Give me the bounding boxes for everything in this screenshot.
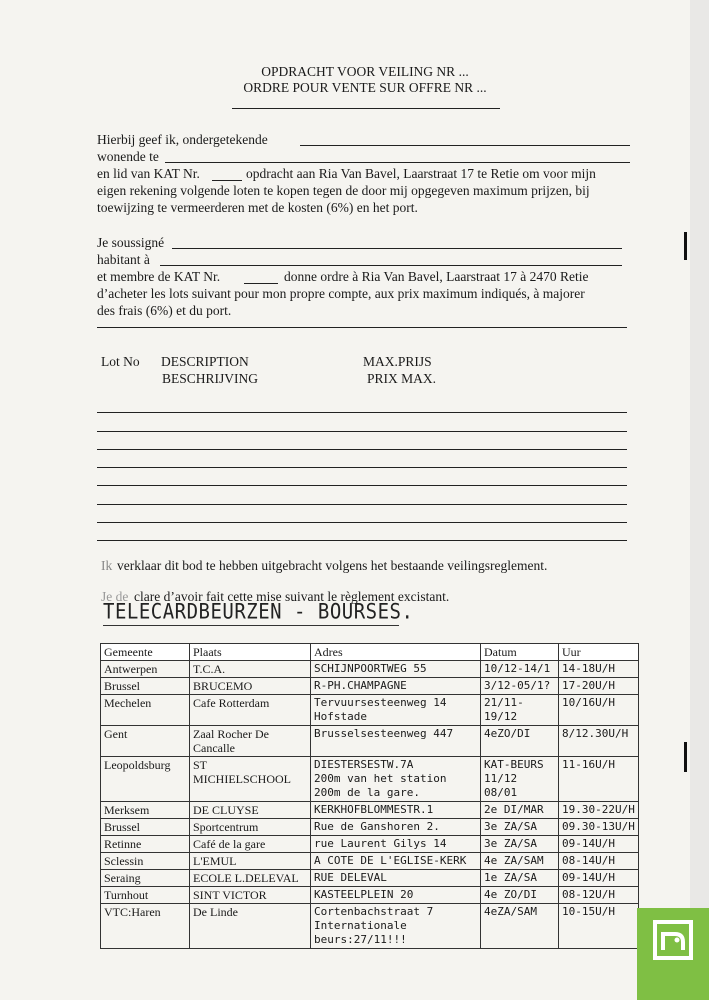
cell-datum: 4e ZO/DI	[481, 887, 559, 904]
declaration-fr-prefix: Je de	[101, 589, 129, 604]
page-edge	[690, 0, 709, 1000]
cell-gemeente: Retinne	[101, 836, 190, 853]
cell-uur: 09.30-13U/H	[559, 819, 639, 836]
cell-plaats: L'EMUL	[190, 853, 311, 870]
table-row	[101, 819, 639, 836]
lot-line-3[interactable]	[97, 449, 627, 450]
kat-number-field-fr[interactable]	[244, 283, 278, 284]
lot-line-6[interactable]	[97, 504, 627, 505]
banner-underline	[103, 625, 399, 626]
cell-uur: 08-14U/H	[559, 853, 639, 870]
table-row	[101, 870, 639, 887]
cell-datum: 4e ZA/SAM	[481, 853, 559, 870]
col-lot-no: Lot No	[101, 354, 140, 369]
cell-gemeente: Sclessin	[101, 853, 190, 870]
cell-uur: 10/16U/H	[559, 695, 639, 726]
french-line-2: habitant à	[97, 252, 150, 267]
address-field-line-fr[interactable]	[160, 265, 622, 266]
events-table	[100, 643, 639, 949]
header-uur: Uur	[559, 644, 639, 661]
cell-adres: SCHIJNPOORTWEG 55	[311, 661, 481, 678]
cell-uur: 09-14U/H	[559, 870, 639, 887]
dutch-line-3b: opdracht aan Ria Van Bavel, Laarstraat 17 te Retie om voor mijn	[246, 166, 596, 181]
header-gemeente: Gemeente	[101, 644, 190, 661]
col-max-prijs: MAX.PRIJS	[363, 354, 432, 369]
cell-uur: 19.30-22U/H	[559, 802, 639, 819]
declaration-fr: clare d’avoir fait cette mise suivant le règlement excistant.	[134, 589, 450, 604]
cell-adres: A COTE DE L'EGLISE-KERK	[311, 853, 481, 870]
kat-number-field-nl[interactable]	[212, 180, 242, 181]
cell-adres: rue Laurent Gilys 14	[311, 836, 481, 853]
cell-datum: 2e DI/MAR	[481, 802, 559, 819]
table-row	[101, 836, 639, 853]
dutch-line-5: toewijzing te vermeerderen met de kosten (6%) en het port.	[97, 200, 418, 215]
cell-datum: 4eZO/DI	[481, 726, 559, 757]
header-adres: Adres	[311, 644, 481, 661]
cell-gemeente: Mechelen	[101, 695, 190, 726]
french-line-4: d’acheter les lots suivant pour mon propre compte, aux prix maximum indiqués, à majorer	[97, 286, 585, 301]
header-plaats: Plaats	[190, 644, 311, 661]
cell-uur: 10-15U/H	[559, 904, 639, 949]
dutch-line-4: eigen rekening volgende loten te kopen tegen de door mij opgegeven maximum prijzen, bij	[97, 183, 590, 198]
lot-line-1[interactable]	[97, 412, 627, 413]
header-line-1: OPDRACHT VOOR VEILING NR ...	[261, 64, 469, 79]
telecard-banner: TELECARDBEURZEN - BOURSES.	[103, 599, 414, 625]
cell-gemeente: Brussel	[101, 819, 190, 836]
col-prix-max: PRIX MAX.	[367, 371, 437, 386]
declaration-nl-prefix: Ik	[101, 558, 113, 573]
cell-adres: Tervuursesteenweg 14 Hofstade	[311, 695, 481, 726]
margin-mark	[684, 742, 687, 772]
cell-adres: Brusselsesteenweg 447	[311, 726, 481, 757]
col-description: DESCRIPTION	[161, 354, 249, 369]
cell-uur: 17-20U/H	[559, 678, 639, 695]
name-field-line-fr[interactable]	[172, 248, 622, 249]
cell-plaats: Zaal Rocher De Cancalle	[190, 726, 311, 757]
table-row	[101, 726, 639, 757]
cell-gemeente: Turnhout	[101, 887, 190, 904]
french-line-3a: et membre de KAT Nr.	[97, 269, 221, 284]
cell-datum: 10/12-14/1	[481, 661, 559, 678]
cell-adres: RUE DELEVAL	[311, 870, 481, 887]
cell-uur: 08-12U/H	[559, 887, 639, 904]
french-line-3b: donne ordre à Ria Van Bavel, Laarstraat 17 à 2470 Retie	[284, 269, 589, 284]
lot-line-2[interactable]	[97, 431, 627, 432]
table-row	[101, 853, 639, 870]
lastdodo-bird-icon	[649, 916, 697, 964]
cell-plaats: BRUCEMO	[190, 678, 311, 695]
declaration-nl: verklaar dit bod te hebben uitgebracht volgens het bestaande veilingsreglement.	[117, 558, 548, 573]
cell-datum: 3/12-05/1?	[481, 678, 559, 695]
cell-datum: KAT-BEURS 11/12 08/01	[481, 757, 559, 802]
cell-datum: 3e ZA/SA	[481, 836, 559, 853]
header-line-2: ORDRE POUR VENTE SUR OFFRE NR ...	[243, 80, 487, 95]
dutch-line-2: wonende te	[97, 149, 159, 164]
cell-gemeente: Antwerpen	[101, 661, 190, 678]
header-datum: Datum	[481, 644, 559, 661]
cell-plaats: De Linde	[190, 904, 311, 949]
lot-line-7[interactable]	[97, 522, 627, 523]
cell-datum: 3e ZA/SA	[481, 819, 559, 836]
separator-line	[97, 327, 627, 328]
name-field-line-nl[interactable]	[300, 145, 630, 146]
cell-plaats: Café de la gare	[190, 836, 311, 853]
cell-plaats: DE CLUYSE	[190, 802, 311, 819]
table-row	[101, 802, 639, 819]
cell-adres: R-PH.CHAMPAGNE	[311, 678, 481, 695]
table-row	[101, 661, 639, 678]
events-table-body	[101, 661, 639, 949]
cell-uur: 14-18U/H	[559, 661, 639, 678]
table-row	[101, 887, 639, 904]
cell-gemeente: Gent	[101, 726, 190, 757]
table-row	[101, 695, 639, 726]
cell-datum: 1e ZA/SA	[481, 870, 559, 887]
address-field-line-nl[interactable]	[165, 162, 630, 163]
table-row	[101, 904, 639, 949]
col-beschrijving: BESCHRIJVING	[162, 371, 259, 386]
lot-line-4[interactable]	[97, 467, 627, 468]
cell-uur: 09-14U/H	[559, 836, 639, 853]
cell-adres: Cortenbachstraat 7 Internationale beurs:27/11!!!	[311, 904, 481, 949]
cell-plaats: ECOLE L.DELEVAL	[190, 870, 311, 887]
cell-gemeente: Brussel	[101, 678, 190, 695]
margin-mark	[684, 232, 687, 260]
cell-plaats: SINT VICTOR	[190, 887, 311, 904]
cell-adres: Rue de Ganshoren 2.	[311, 819, 481, 836]
cell-gemeente: VTC:Haren	[101, 904, 190, 949]
lastdodo-logo	[637, 908, 709, 1000]
cell-plaats: ST MICHIELSCHOOL	[190, 757, 311, 802]
dutch-line-1: Hierbij geef ik, ondergetekende	[97, 132, 268, 147]
table-row	[101, 757, 639, 802]
lot-line-5[interactable]	[97, 485, 627, 486]
cell-plaats: Cafe Rotterdam	[190, 695, 311, 726]
cell-plaats: Sportcentrum	[190, 819, 311, 836]
cell-datum: 4eZA/SAM	[481, 904, 559, 949]
table-header-row	[101, 644, 639, 661]
cell-gemeente: Leopoldsburg	[101, 757, 190, 802]
dutch-line-3a: en lid van KAT Nr.	[97, 166, 200, 181]
lot-line-8[interactable]	[97, 540, 627, 541]
cell-gemeente: Merksem	[101, 802, 190, 819]
cell-adres: KASTEELPLEIN 20	[311, 887, 481, 904]
cell-adres: DIESTERSESTW.7A 200m van het station 200m de la gare.	[311, 757, 481, 802]
cell-gemeente: Seraing	[101, 870, 190, 887]
cell-adres: KERKHOFBLOMMESTR.1	[311, 802, 481, 819]
table-row	[101, 678, 639, 695]
cell-plaats: T.C.A.	[190, 661, 311, 678]
header-underline	[232, 108, 500, 109]
cell-uur: 8/12.30U/H	[559, 726, 639, 757]
french-line-1: Je soussigné	[97, 235, 165, 250]
french-line-5: des frais (6%) et du port.	[97, 303, 232, 318]
cell-uur: 11-16U/H	[559, 757, 639, 802]
cell-datum: 21/11- 19/12	[481, 695, 559, 726]
